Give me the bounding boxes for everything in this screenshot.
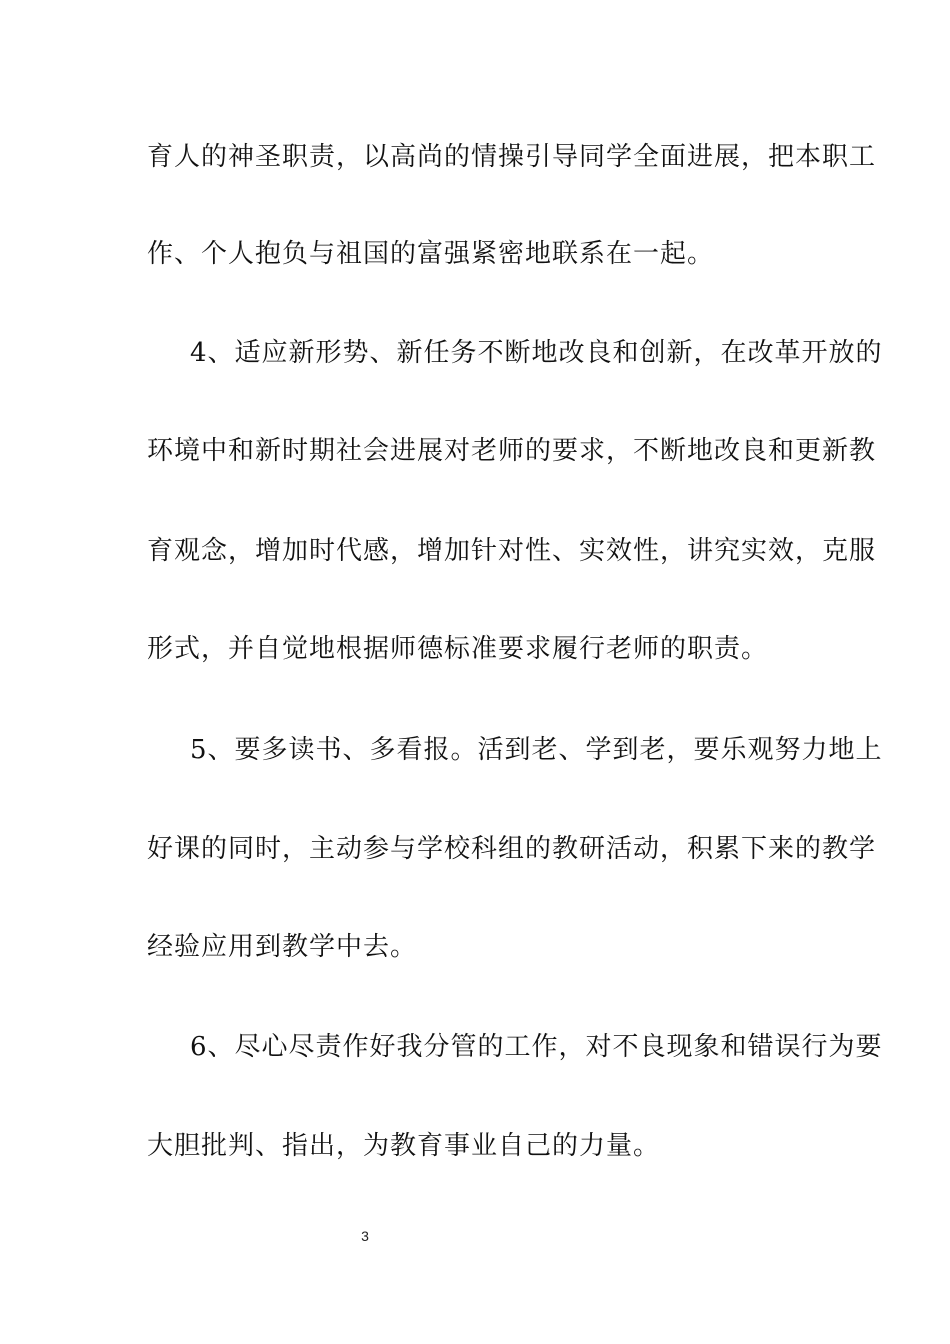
text-line: 育人的神圣职责，以高尚的情操引导同学全面进展，把本职工 [147,142,877,172]
text-line: 形式，并自觉地根据师德标准要求履行老师的职责。 [147,634,769,664]
text-line: 好课的同时，主动参与学校科组的教研活动，积累下来的教学 [147,834,877,864]
paragraph-6-start: 6、尽心尽责作好我分管的工作，对不良现象和错误行为要 [190,1032,883,1062]
paragraph-5-start: 5、要多读书、多看报。活到老、学到老，要乐观努力地上 [190,735,883,765]
text-line: 大胆批判、指出，为教育事业自己的力量。 [147,1131,661,1161]
page-number: 3 [361,1228,369,1244]
text-line: 经验应用到教学中去。 [147,932,418,962]
text-line: 环境中和新时期社会进展对老师的要求，不断地改良和更新教 [147,436,877,466]
text-line: 作、个人抱负与祖国的富强紧密地联系在一起。 [147,239,715,269]
text-line: 育观念，增加时代感，增加针对性、实效性，讲究实效，克服 [147,536,877,566]
paragraph-4-start: 4、适应新形势、新任务不断地改良和创新，在改革开放的 [190,338,883,368]
